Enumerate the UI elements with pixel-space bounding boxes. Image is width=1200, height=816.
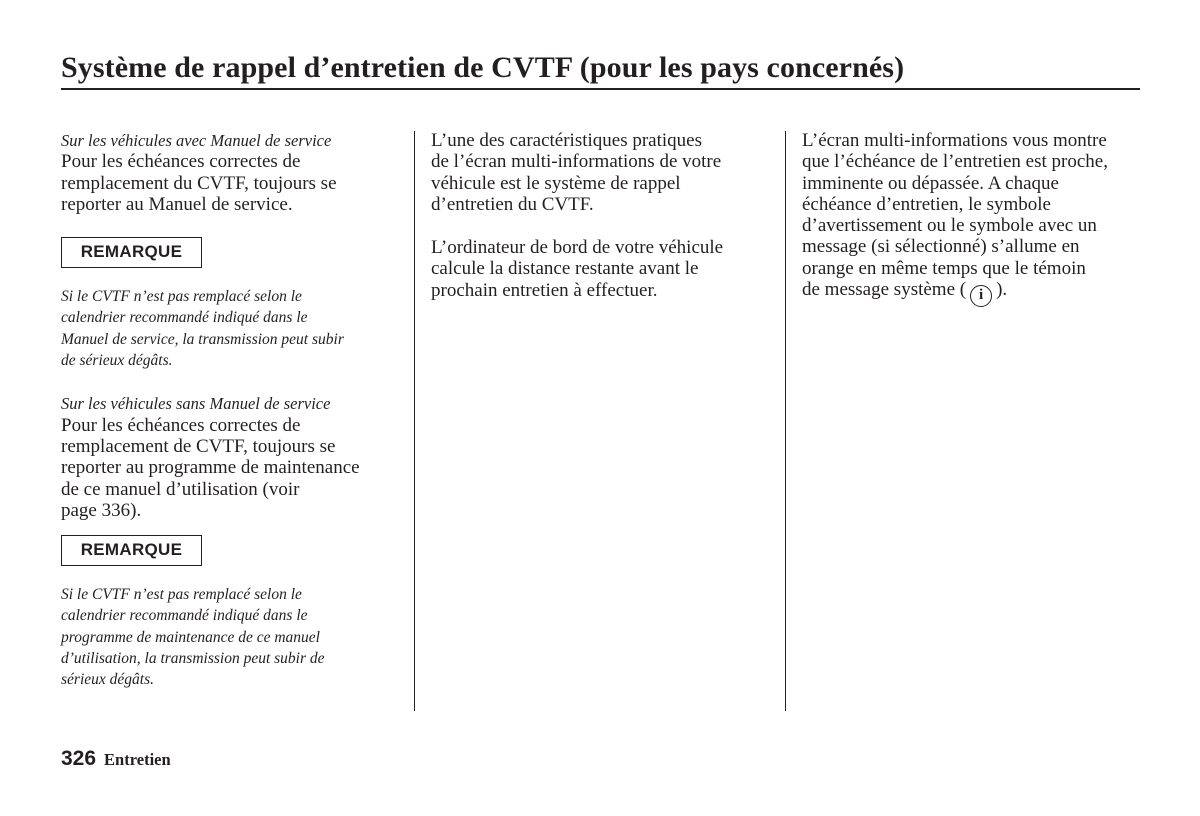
info-icon: i [970, 285, 992, 307]
remark-note-2: Si le CVTF n’est pas remplacé selon le calendrier recommandé indiqué dans le programme de maintenance de ce manuel d’utilisation, la transmission peut subir de sérieux dégâts. [61, 586, 325, 689]
reminder-system-intro-paragraph: L’une des caractéristiques pratiques de l’écran multi-informations de votre véhicule est le système de rappel d’entretien du CVTF. [431, 130, 722, 215]
column-divider-right [785, 131, 786, 711]
column-right [802, 130, 1147, 307]
multi-info-display-text: L’écran multi-informations vous montre que l’échéance de l’entretien est proche, imminente ou dépassée. A chaque échéance d’entretien, le symbole d’avertissement ou le symbole avec un message (si sélectionné) s’allume en orange en même temps que le témoin de message système ( [802, 130, 1108, 301]
remark-label-1: REMARQUE [61, 237, 202, 268]
remark-label-2: REMARQUE [61, 535, 202, 566]
page-number: 326 [61, 747, 97, 770]
title-underline [61, 88, 1140, 90]
vehicles-without-service-manual-heading: Sur les véhicules sans Manuel de service [61, 394, 331, 414]
onboard-computer-paragraph: L’ordinateur de bord de votre véhicule calcule la distance restante avant le prochain entretien à effectuer. [431, 237, 724, 301]
vehicles-without-service-manual-text: Pour les échéances correctes de remplacement de CVTF, toujours se reporter au programme de maintenance de ce manuel d’utilisation (voir page 336). [61, 414, 360, 521]
multi-info-display-text-end: ). [996, 279, 1008, 301]
remark-note-1: Si le CVTF n’est pas remplacé selon le calendrier recommandé indiqué dans le Manuel de service, la transmission peut subir de sérieux dégâts. [61, 288, 344, 370]
column-left [61, 130, 406, 691]
vehicles-with-service-manual-heading: Sur les véhicules avec Manuel de service [61, 131, 332, 150]
page-footer [61, 744, 171, 775]
vehicles-with-service-manual-text: Pour les échéances correctes de remplacement du CVTF, toujours se reporter au Manuel de service. [61, 151, 337, 215]
multi-info-display-paragraph [802, 130, 1147, 307]
column-divider-left [414, 131, 415, 711]
section-name: Entretien [104, 750, 171, 769]
column-middle [431, 130, 776, 301]
remark-box-2-wrapper [61, 535, 406, 566]
page-title: Système de rappel d’entretien de CVTF (pour les pays concernés) [61, 51, 905, 84]
remark-box-1-wrapper [61, 237, 406, 268]
